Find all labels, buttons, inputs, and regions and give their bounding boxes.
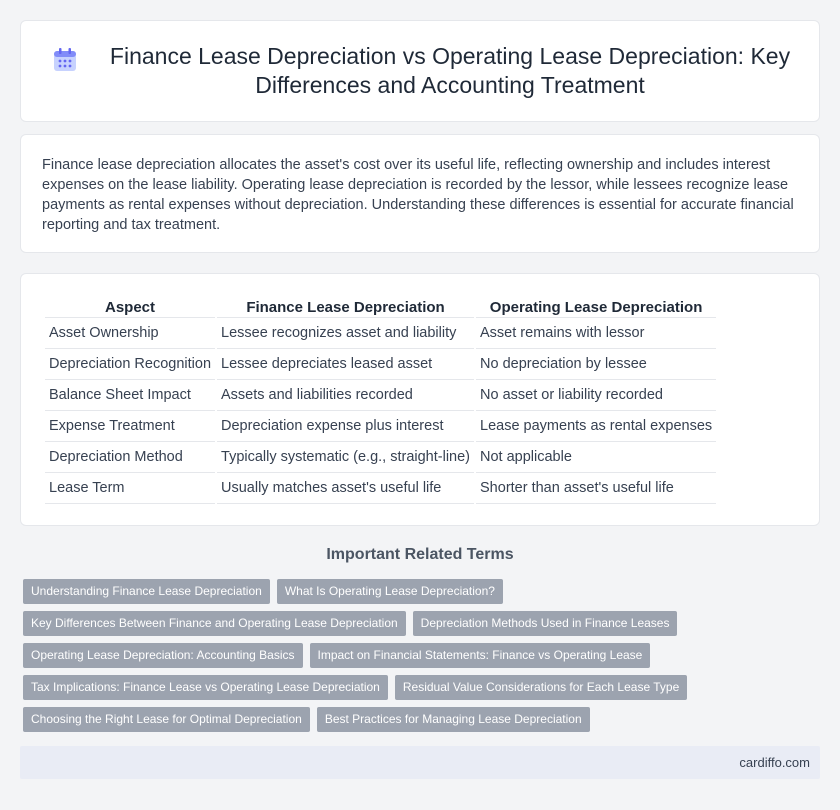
table-row (45, 411, 716, 442)
table-cell: Expense Treatment (45, 411, 215, 442)
tag-row (23, 675, 813, 700)
related-term-tag[interactable]: Choosing the Right Lease for Optimal Depreciation (23, 707, 310, 732)
table-cell: Not applicable (476, 442, 716, 473)
table-cell: Assets and liabilities recorded (217, 380, 474, 411)
related-term-tag[interactable]: Understanding Finance Lease Depreciation (23, 579, 270, 604)
comparison-table (43, 296, 718, 504)
footer (20, 746, 820, 779)
table-cell: Lease payments as rental expenses (476, 411, 716, 442)
related-term-tag[interactable]: Key Differences Between Finance and Operating Lease Depreciation (23, 611, 406, 636)
table-row (45, 318, 716, 349)
table-cell: Depreciation expense plus interest (217, 411, 474, 442)
column-header-finance: Finance Lease Depreciation (217, 296, 474, 318)
table-cell: Asset remains with lessor (476, 318, 716, 349)
related-term-tag[interactable]: What Is Operating Lease Depreciation? (277, 579, 503, 604)
table-row (45, 380, 716, 411)
related-term-tag[interactable]: Operating Lease Depreciation: Accounting Basics (23, 643, 303, 668)
column-header-aspect: Aspect (45, 296, 215, 318)
table-row (45, 473, 716, 504)
tag-row (23, 611, 813, 636)
table-cell: Asset Ownership (45, 318, 215, 349)
table-cell: Depreciation Method (45, 442, 215, 473)
intro-paragraph: Finance lease depreciation allocates the asset's cost over its useful life, reflecting ownership and includes interest expenses on the lease liability. Operating lease depreciation is recorded by the lessor, while lessees recognize lease payments as rental expenses without depreciation. Understanding these differences is essential for accurate financial reporting and tax treatment. (42, 157, 794, 233)
header-card (20, 20, 820, 122)
table-cell: No asset or liability recorded (476, 380, 716, 411)
table-cell: Lease Term (45, 473, 215, 504)
table-row (45, 442, 716, 473)
tag-row (23, 707, 813, 732)
table-header-row (45, 296, 716, 318)
table-cell: Usually matches asset's useful life (217, 473, 474, 504)
related-term-tag[interactable]: Tax Implications: Finance Lease vs Operating Lease Depreciation (23, 675, 388, 700)
comparison-table-card (20, 273, 820, 526)
related-terms-list (23, 579, 813, 739)
page-title: Finance Lease Depreciation vs Operating Lease Depreciation: Key Differences and Accounting Treatment (109, 43, 791, 98)
site-credit[interactable]: cardiffo.com (739, 755, 810, 770)
intro-card (20, 134, 820, 253)
related-term-tag[interactable]: Impact on Financial Statements: Finance vs Operating Lease (310, 643, 651, 668)
table-cell: No depreciation by lessee (476, 349, 716, 380)
table-cell: Lessee recognizes asset and liability (217, 318, 474, 349)
table-cell: Depreciation Recognition (45, 349, 215, 380)
tag-row (23, 579, 813, 604)
related-term-tag[interactable]: Depreciation Methods Used in Finance Leases (413, 611, 678, 636)
table-cell: Typically systematic (e.g., straight-line) (217, 442, 474, 473)
table-cell: Shorter than asset's useful life (476, 473, 716, 504)
table-cell: Balance Sheet Impact (45, 380, 215, 411)
related-term-tag[interactable]: Residual Value Considerations for Each Lease Type (395, 675, 687, 700)
related-term-tag[interactable]: Best Practices for Managing Lease Depreciation (317, 707, 590, 732)
table-row (45, 349, 716, 380)
related-terms-heading: Important Related Terms (326, 546, 514, 563)
table-cell: Lessee depreciates leased asset (217, 349, 474, 380)
column-header-operating: Operating Lease Depreciation (476, 296, 716, 318)
tag-row (23, 643, 813, 668)
